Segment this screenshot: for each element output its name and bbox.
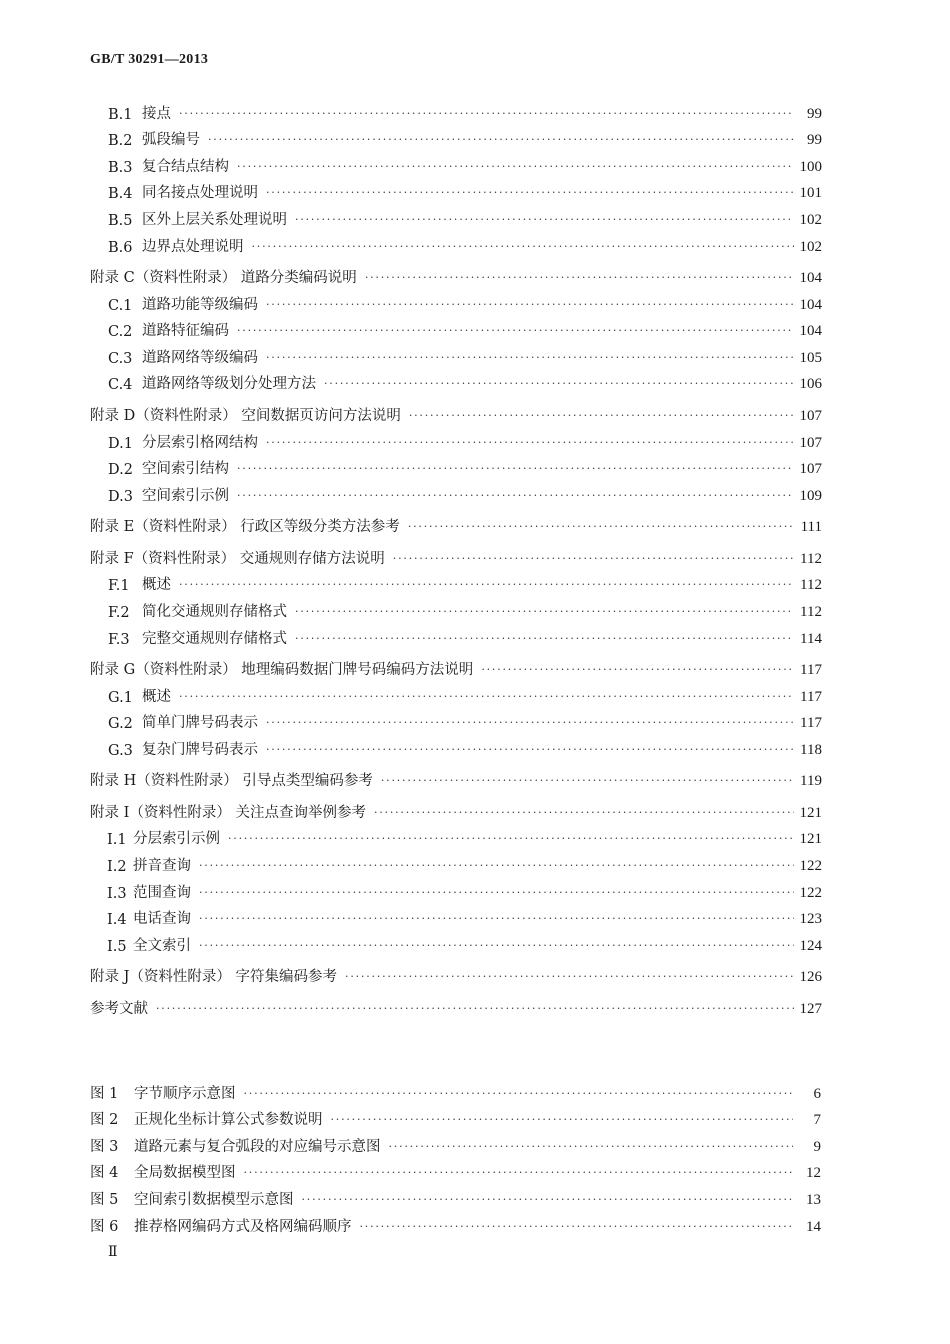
toc-appendix-entry[interactable] [90, 256, 822, 288]
toc-entry-page: 117 [800, 688, 822, 705]
toc-entry-title: 附录 G（资料性附录） 地理编码数据门牌号码编码方法说明 [90, 658, 479, 679]
figure-list [90, 1076, 821, 1236]
toc-section-entry[interactable] [90, 287, 822, 314]
dot-leader [199, 886, 794, 902]
toc-entry-number: I.4 [107, 912, 127, 929]
toc-entry-number: B.5 [108, 212, 133, 229]
toc-entry-title: 附录 I（资料性附录） 关注点查询举例参考 [90, 801, 372, 822]
toc-entry-title: 参考文献 [90, 997, 154, 1018]
dot-leader [266, 298, 794, 314]
toc-section-entry[interactable] [90, 902, 822, 929]
toc-section-entry[interactable] [90, 706, 822, 733]
dot-leader [179, 107, 794, 123]
dot-leader [237, 489, 794, 505]
toc-entry-number: D.2 [108, 462, 133, 479]
toc-entry-number: I.1 [107, 832, 127, 849]
toc-entry-page: 114 [800, 630, 822, 647]
dot-leader [374, 806, 794, 822]
toc-entry-page: 102 [799, 211, 822, 228]
toc-entry-page: 100 [799, 158, 822, 175]
toc-entry-number: I.2 [107, 858, 127, 875]
dot-leader [324, 377, 794, 393]
toc-entry-number: I.5 [107, 938, 127, 955]
toc-entry-number: G.1 [108, 689, 133, 706]
toc-entry-number: D.1 [108, 435, 133, 452]
dot-leader [252, 240, 794, 256]
toc-entry-number: C.4 [108, 377, 133, 394]
toc-entry-number: B.2 [108, 133, 133, 150]
figure-title: 字节顺序示意图 [134, 1082, 242, 1103]
dot-leader [381, 774, 794, 790]
figure-list-entry[interactable] [90, 1103, 821, 1130]
dot-leader [481, 663, 794, 679]
figure-list-entry[interactable] [90, 1129, 821, 1156]
toc-entry-page: 121 [799, 831, 822, 848]
dot-leader [199, 912, 794, 928]
toc-entry-number: C.2 [108, 324, 133, 341]
toc-entry-page: 127 [799, 1000, 822, 1017]
toc-entry-title: 空间索引结构 [142, 457, 235, 478]
figure-page: 6 [813, 1085, 821, 1102]
toc-entry-title: 附录 H（资料性附录） 引导点类型编码参考 [90, 769, 379, 790]
toc-entry-title: 电话查询 [133, 907, 197, 928]
figure-number: 图 5 [90, 1191, 119, 1208]
toc-section-entry[interactable] [90, 928, 822, 955]
toc-entry-page: 126 [799, 969, 822, 986]
toc-entry-number: F.3 [108, 631, 130, 648]
toc-entry-number: C.3 [108, 350, 133, 367]
toc-appendix-entry[interactable] [90, 986, 822, 1018]
toc-entry-title: 附录 D（资料性附录） 空间数据页访问方法说明 [90, 404, 407, 425]
toc-entry-title: 范围查询 [133, 881, 197, 902]
toc-entry-page: 107 [799, 434, 822, 451]
toc-section-entry[interactable] [90, 568, 822, 595]
dot-leader [409, 409, 794, 425]
toc-section-entry[interactable] [90, 732, 822, 759]
figure-list-entry[interactable] [90, 1209, 821, 1236]
toc-entry-page: 112 [800, 550, 822, 567]
figure-list-entry[interactable] [90, 1156, 821, 1183]
toc-entry-page: 101 [799, 185, 822, 202]
standard-number-header: GB/T 30291—2013 [90, 52, 209, 67]
toc-section-entry[interactable] [90, 176, 822, 203]
dot-leader [331, 1113, 794, 1129]
figure-page: 14 [806, 1218, 821, 1235]
figure-page: 12 [806, 1165, 821, 1182]
dot-leader [360, 1220, 794, 1236]
toc-section-entry[interactable] [90, 875, 822, 902]
toc-entry-title: 复合结点结构 [142, 155, 235, 176]
figure-title: 全局数据模型图 [134, 1161, 242, 1182]
toc-entry-number: I.3 [107, 885, 127, 902]
toc-entry-number: B.1 [108, 106, 133, 123]
toc-entry-title: 概述 [142, 685, 177, 706]
toc-entry-number: D.3 [108, 488, 133, 505]
toc-entry-title: 边界点处理说明 [142, 235, 250, 256]
toc-appendix-entry[interactable] [90, 536, 822, 568]
dot-leader [199, 859, 794, 875]
toc-entry-page: 112 [800, 577, 822, 594]
toc-entry-title: 同名接点处理说明 [142, 181, 264, 202]
toc-entry-page: 119 [800, 773, 822, 790]
toc-entry-title: 拼音查询 [133, 854, 197, 875]
figure-title: 推荐格网编码方式及格网编码顺序 [134, 1215, 358, 1236]
toc-entry-title: 概述 [142, 573, 177, 594]
toc-entry-page: 106 [799, 376, 822, 393]
figure-page: 9 [813, 1138, 821, 1155]
dot-leader [393, 552, 794, 568]
toc-section-entry[interactable] [90, 822, 822, 849]
dot-leader [266, 186, 794, 202]
toc-entry-page: 105 [799, 349, 822, 366]
dot-leader [295, 605, 794, 621]
figure-list-entry[interactable] [90, 1182, 821, 1209]
toc-entry-page: 104 [799, 296, 822, 313]
dot-leader [365, 271, 794, 287]
toc-entry-title: 完整交通规则存储格式 [142, 627, 293, 648]
figure-list-entry[interactable] [90, 1076, 821, 1103]
dot-leader [266, 351, 794, 367]
toc-entry-page: 104 [799, 270, 822, 287]
toc-entry-page: 107 [799, 407, 822, 424]
toc-appendix-entry[interactable] [90, 393, 822, 425]
toc-entry-title: 简化交通规则存储格式 [142, 600, 293, 621]
toc-entry-title: 接点 [142, 102, 177, 123]
toc-section-entry[interactable] [90, 202, 822, 229]
toc-entry-title: 道路功能等级编码 [142, 293, 264, 314]
figure-number: 图 4 [90, 1165, 119, 1182]
toc-section-entry[interactable] [90, 594, 822, 621]
dot-leader [266, 436, 794, 452]
toc-section-entry[interactable] [90, 149, 822, 176]
toc-appendix-entry[interactable] [90, 648, 822, 680]
dot-leader [389, 1140, 794, 1156]
figure-title: 空间索引数据模型示意图 [134, 1188, 300, 1209]
toc-entry-title: 分层索引格网结构 [142, 431, 264, 452]
figure-page: 7 [813, 1112, 821, 1129]
toc-appendix-entry[interactable] [90, 505, 822, 537]
toc-entry-number: B.3 [108, 159, 133, 176]
toc-section-entry[interactable] [90, 367, 822, 394]
figure-number: 图 1 [90, 1085, 119, 1102]
toc-entry-page: 117 [800, 715, 822, 732]
dot-leader [199, 939, 794, 955]
toc-entry-page: 121 [799, 804, 822, 821]
toc-entry-number: G.2 [108, 716, 133, 733]
page-number-footer: Ⅱ [108, 1245, 118, 1260]
dot-leader [295, 632, 794, 648]
dot-leader [237, 324, 794, 340]
toc-section-entry[interactable] [90, 848, 822, 875]
dot-leader [244, 1166, 794, 1182]
toc-entry-page: 99 [807, 105, 822, 122]
toc-section-entry[interactable] [90, 478, 822, 505]
toc-entry-number: F.2 [108, 604, 130, 621]
toc-section-entry[interactable] [90, 340, 822, 367]
dot-leader [302, 1193, 794, 1209]
dot-leader [179, 578, 794, 594]
dot-leader [295, 213, 794, 229]
toc-entry-page: 107 [799, 461, 822, 478]
toc-appendix-entry[interactable] [90, 759, 822, 791]
toc-entry-title: 附录 C（资料性附录） 道路分类编码说明 [90, 266, 363, 287]
dot-leader [228, 832, 794, 848]
dot-leader [244, 1087, 794, 1103]
figure-title: 正规化坐标计算公式参数说明 [134, 1108, 329, 1129]
toc-entry-number: G.3 [108, 742, 133, 759]
toc-entry-number: B.6 [108, 239, 133, 256]
toc-entry-title: 附录 J（资料性附录） 字符集编码参考 [90, 965, 343, 986]
dot-leader [208, 133, 794, 149]
toc-section-entry[interactable] [90, 621, 822, 648]
table-of-contents [90, 96, 822, 1018]
figure-page: 13 [806, 1191, 821, 1208]
figure-number: 图 2 [90, 1112, 119, 1129]
toc-entry-page: 123 [799, 911, 822, 928]
toc-entry-page: 117 [800, 662, 822, 678]
toc-appendix-entry[interactable] [90, 790, 822, 822]
toc-entry-page: 122 [799, 857, 822, 874]
toc-section-entry[interactable] [90, 452, 822, 479]
toc-entry-title: 区外上层关系处理说明 [142, 208, 293, 229]
toc-appendix-entry[interactable] [90, 955, 822, 987]
toc-section-entry[interactable] [90, 314, 822, 341]
figure-number: 图 3 [90, 1138, 119, 1155]
toc-section-entry[interactable] [90, 679, 822, 706]
toc-section-entry[interactable] [90, 123, 822, 150]
toc-entry-page: 109 [799, 487, 822, 504]
toc-entry-number: C.1 [108, 297, 133, 314]
toc-section-entry[interactable] [90, 229, 822, 256]
figure-number: 图 6 [90, 1218, 119, 1235]
dot-leader [345, 970, 793, 986]
toc-entry-title: 附录 E（资料性附录） 行政区等级分类方法参考 [90, 515, 406, 536]
toc-entry-title: 弧段编号 [142, 128, 206, 149]
toc-entry-title: 道路网络等级编码 [142, 346, 264, 367]
dot-leader [237, 462, 794, 478]
toc-entry-number: B.4 [108, 186, 133, 203]
dot-leader [156, 1002, 794, 1018]
toc-entry-page: 122 [799, 884, 822, 901]
toc-entry-page: 118 [800, 741, 822, 758]
toc-entry-title: 道路网络等级划分处理方法 [142, 372, 322, 393]
toc-entry-title: 分层索引示例 [133, 827, 226, 848]
toc-entry-title: 复杂门牌号码表示 [142, 738, 264, 759]
toc-entry-title: 全文索引 [133, 934, 197, 955]
toc-entry-page: 99 [807, 132, 822, 149]
toc-entry-title: 空间索引示例 [142, 484, 235, 505]
dot-leader [266, 716, 794, 732]
toc-entry-title: 简单门牌号码表示 [142, 711, 264, 732]
toc-entry-page: 112 [800, 603, 822, 620]
toc-section-entry[interactable] [90, 96, 822, 123]
toc-section-entry[interactable] [90, 425, 822, 452]
toc-entry-page: 102 [799, 238, 822, 255]
toc-entry-number: F.1 [108, 578, 130, 595]
toc-entry-page: 111 [800, 519, 822, 536]
figure-title: 道路元素与复合弧段的对应编号示意图 [134, 1135, 387, 1156]
toc-entry-page: 104 [799, 323, 822, 340]
dot-leader [237, 160, 794, 176]
dot-leader [408, 520, 794, 536]
toc-entry-title: 道路特征编码 [142, 319, 235, 340]
dot-leader [266, 743, 794, 759]
toc-entry-page: 124 [799, 937, 822, 954]
dot-leader [179, 690, 794, 706]
toc-entry-title: 附录 F（资料性附录） 交通规则存储方法说明 [90, 547, 391, 568]
